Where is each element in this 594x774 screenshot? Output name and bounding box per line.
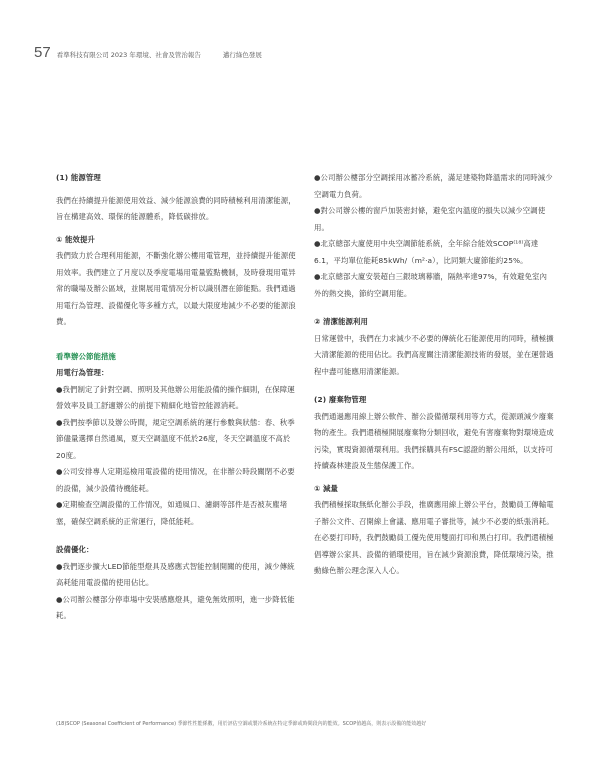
measure-item: ●北京總部大廈使用中央空調節能系統，全年綜合能效SCOP⁽¹⁸⁾高達6.1，平均單位能耗85kWh/（m²·a），比同類大廈節能約25%。 — [314, 239, 539, 265]
usage-item: ●公司安排專人定期巡檢用電設備的使用情况，在非辦公時段關閉不必要的設備，減少設備待機能耗。 — [56, 467, 295, 493]
clean-energy-paragraph: 日常運營中，我們在力求減少不必要的傳統化石能源使用的同時，積極擴大清潔能源的使用佔比。我們高度關注清潔能源技術的發展，並在運營過程中盡可能應用清潔能源。 — [314, 333, 554, 376]
report-title: 看準科技有限公司 2023 年環境、社會及管治報告 — [56, 51, 201, 59]
right-column — [314, 170, 554, 580]
page-header — [34, 44, 262, 61]
measures-heading: 看準辦公節能措施 — [56, 351, 116, 361]
waste-paragraph: 我們通過應用線上辦公軟件、辦公設備循環利用等方式，從源頭減少廢棄物的產生。我們還積極開展廢棄物分類回收，避免有害廢棄物對環境造成污染，實現資源循環利用。我們採購具有FSC認證的辦公用紙，以支持可持續森林建設及生態保護工作。 — [314, 411, 554, 470]
optimize-heading: 設備優化： — [56, 545, 94, 554]
efficiency-paragraph: 我們致力於合理利用能源，不斷強化辦公樓用電管理，並持續提升能源使用效率。我們建立了月度以及季度電場用電量監點機制，及時發現用電异常的職場及辦公區域，並開展用電情况分析以識別潛在節能點。我們通過用電行為管理、設備優化等多種方式，以最大限度地減少不必要的能源浪費。 — [56, 251, 296, 326]
optimize-item: ●我們逐步擴大LED節能型燈具及感應式智能控制開關的使用，減少傳統高耗能用電設備的使用佔比。 — [56, 561, 295, 587]
reduce-heading: ① 減量 — [314, 483, 339, 493]
measure-item: ●北京總部大廈安裝超白三銀玻璃幕牆，隔熱率達97%，有效避免室內外的熱交換，節約空調用能。 — [314, 272, 548, 298]
clean-energy-heading: ② 清潔能源利用 — [314, 317, 368, 326]
usage-item: ●我們按季節以及辦公時間，規定空調系統的運行參數與狀態：春、秋季節儘量選擇自然通風，夏天空調溫度不低於26度，冬天空調溫度不高於20度。 — [56, 417, 295, 460]
energy-intro-paragraph: 我們在持續提升能源使用效益、減少能源浪費的同時積極利用清潔能源，旨在構建高效、環保的能源體系，降低碳排放。 — [56, 195, 296, 221]
usage-item: ●定期檢查空調設備的工作情况，如通風口、濾網等部件是否被灰塵堵塞，確保空調系統的正常運行，降低能耗。 — [56, 500, 288, 526]
measure-item: ●對公司辦公樓的窗戶加裝密封條，避免室內溫度的損失以減少空調使用。 — [314, 206, 546, 232]
reduce-paragraph: 我們積極採取無紙化辦公手段，推廣應用線上辦公平台，鼓勵員工傳輸電子辦公文件、召開線上會議、應用電子審批等，減少不必要的紙張消耗。在必要打印時，我們鼓勵員工優先使用雙面打印和黑白打印。我們還積極倡導辦公家具、設備的循環使用，旨在減少資源浪費，降低環境污染，推動綠色辦公理念深入人心。 — [314, 500, 554, 575]
usage-item: ●我們制定了針對空調、照明及其他辦公用能設備的操作細則，在保障運營效率及員工舒適辦公的前提下精細化地管控能源消耗。 — [56, 384, 295, 410]
waste-heading: (2) 廢棄物管理 — [314, 395, 367, 404]
measure-item: ●公司辦公樓部分空調採用冰蓄冷系統，滿足建築物降溫需求的同時減少空調電力負荷。 — [314, 173, 553, 199]
efficiency-heading: ① 能效提升 — [56, 234, 95, 244]
optimize-item: ●公司辦公樓部分停車場中安裝感應燈具，避免無效照明，進一步降低能耗。 — [56, 594, 295, 620]
energy-management-heading: (1) 能源管理 — [56, 173, 101, 182]
page-number: 57 — [34, 44, 51, 61]
usage-heading: 用電行為管理： — [56, 368, 109, 377]
footnote: (18)SCOP (Seasonal Coefficient of Performance) 季節性性能係數，用於評估空調或製冷系統在特定季節或時間段內的能效。SCOP值越高，則表示設備的能效越好 — [56, 721, 427, 727]
section-title: 邁行綠色發展 — [222, 51, 262, 59]
left-column — [56, 170, 296, 625]
